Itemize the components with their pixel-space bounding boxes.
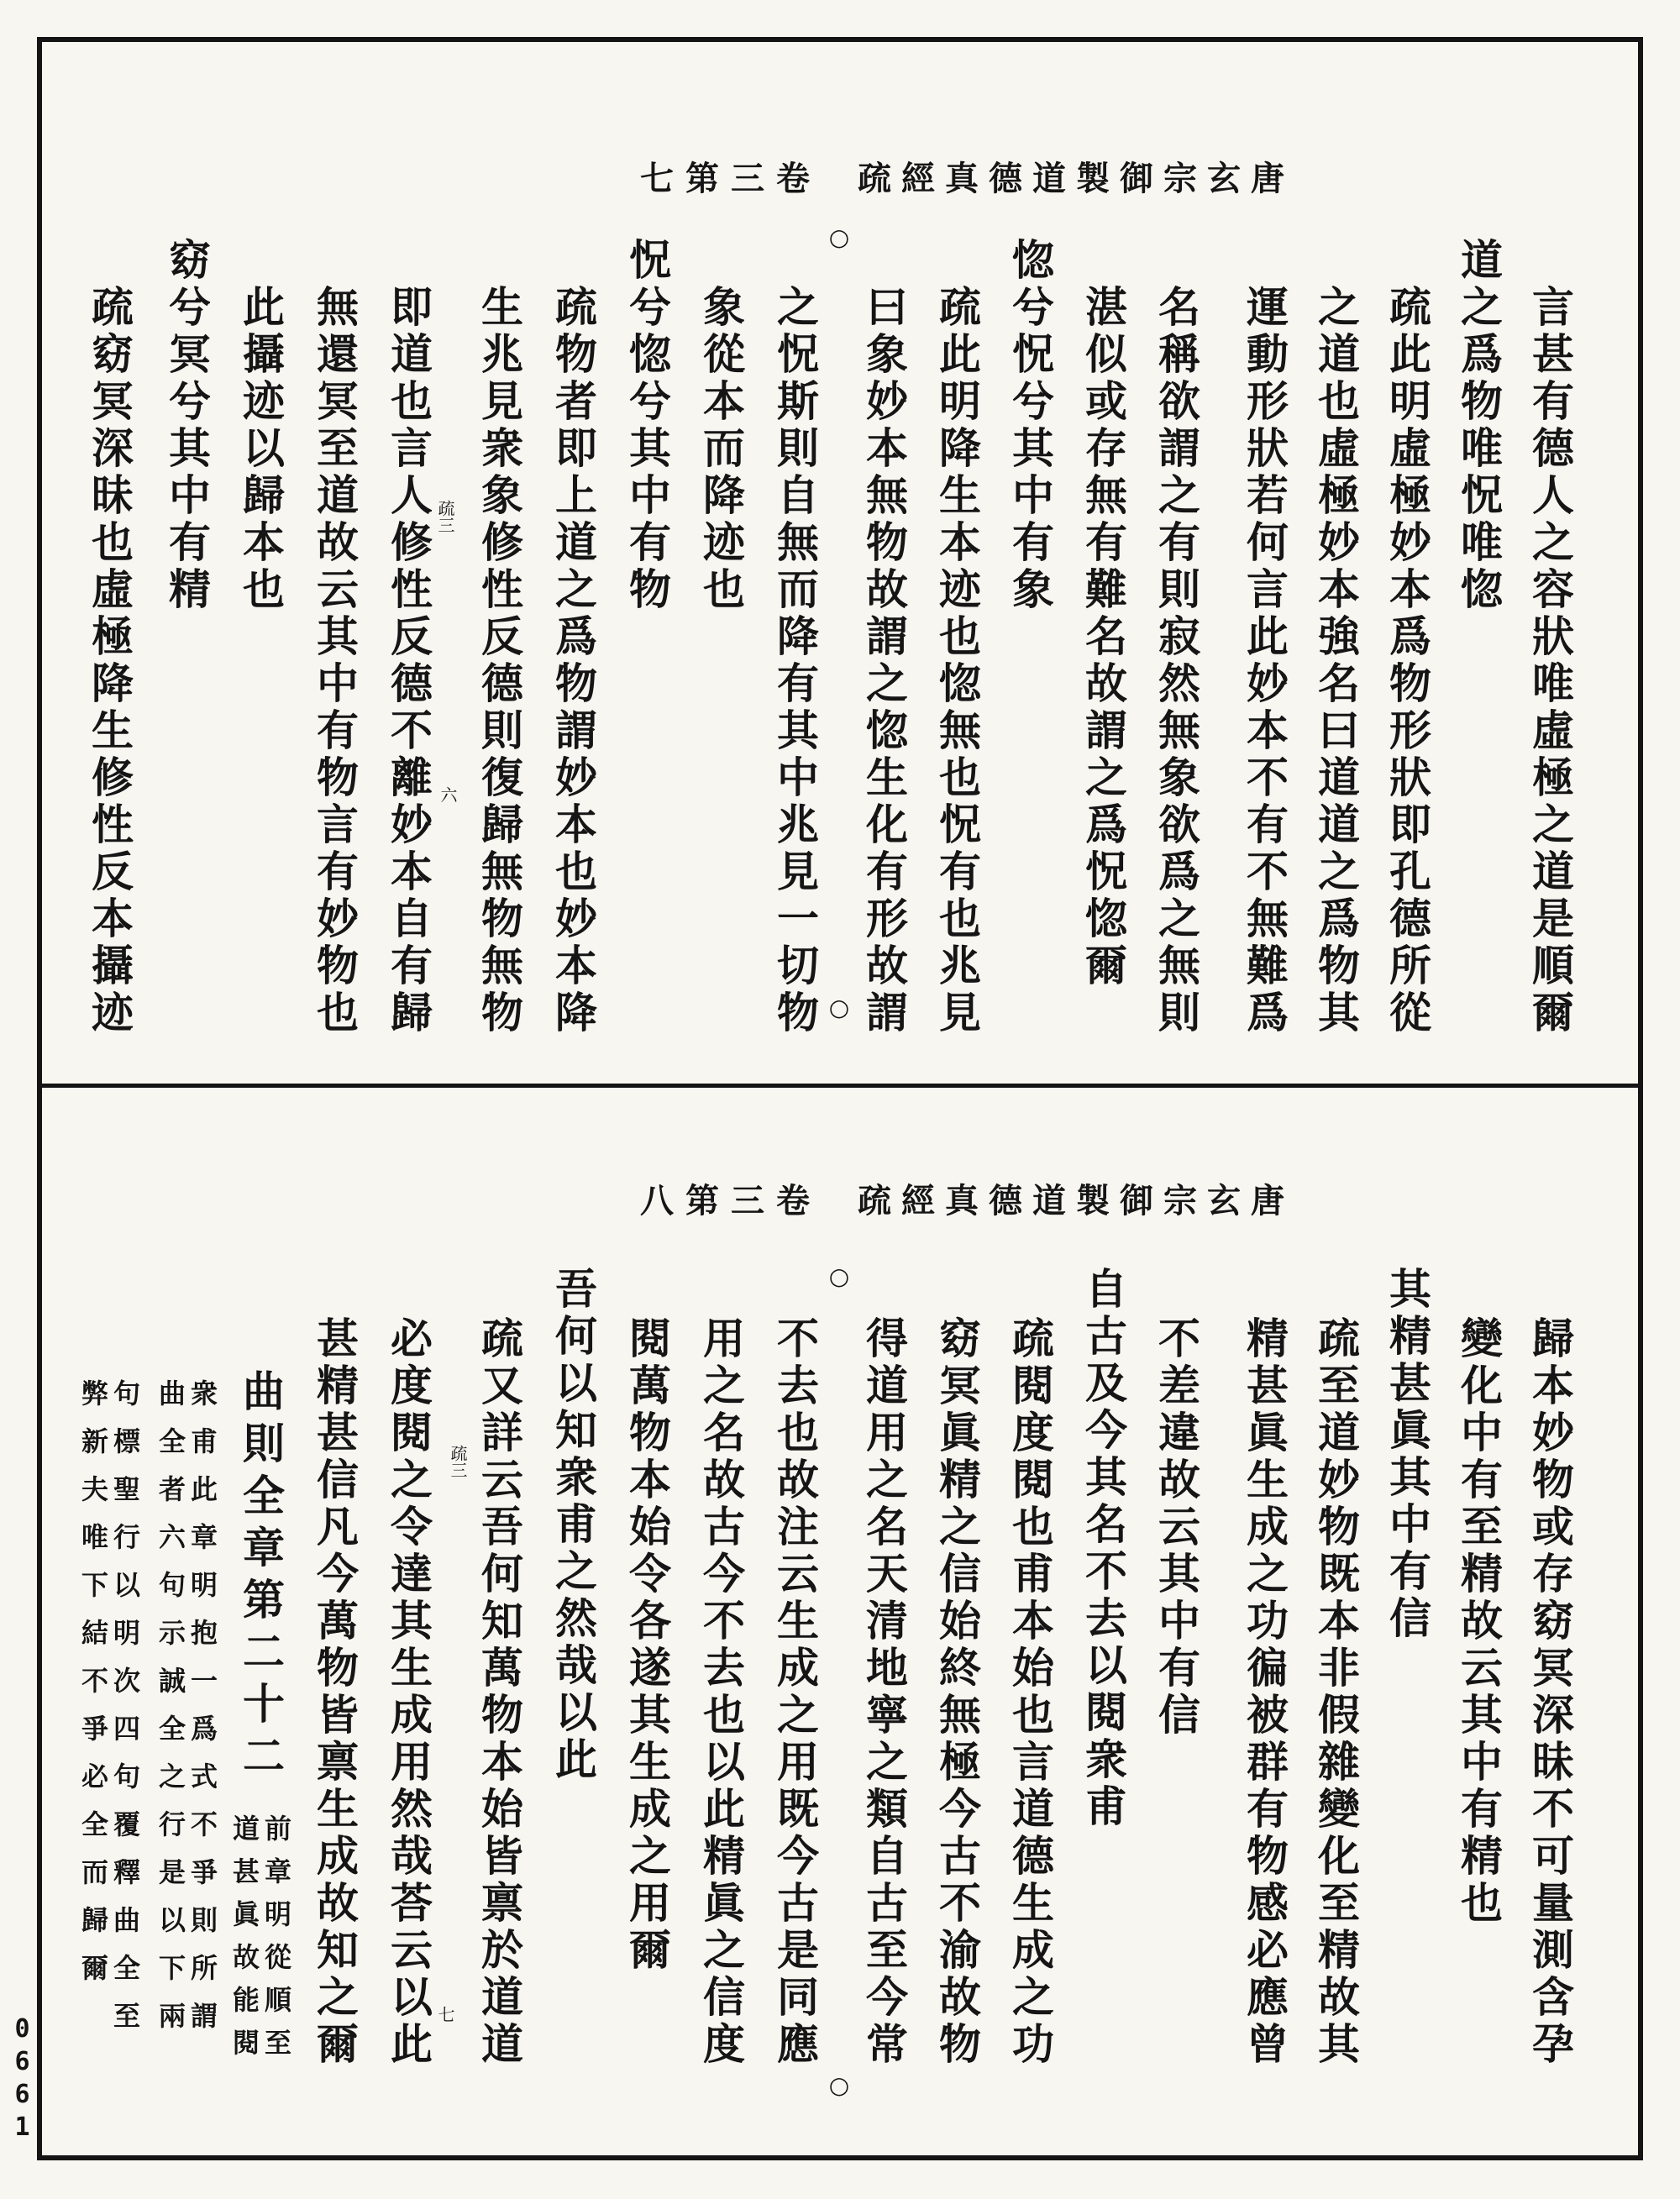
commentary-line: 歸本妙物或存窈冥深昧不可量測含孕	[1525, 1316, 1575, 2069]
commentary-line: 曰象妙本無物故謂之惚生化有形故謂	[859, 285, 909, 1037]
chapter-title: 曲則全章第二十二	[236, 1369, 286, 1786]
fold-circle-top: ○	[828, 1262, 850, 1290]
volume-folio: 卷三第七	[640, 159, 822, 198]
scripture-line: 惚兮怳兮其中有象	[1005, 238, 1055, 614]
running-title: 唐玄宗御製道德真經疏	[858, 1181, 1294, 1220]
fold-number: 七	[435, 2006, 455, 2023]
chapter-note-left: 道甚眞故能閱	[228, 1814, 260, 2071]
panel-divider	[37, 1084, 1643, 1088]
commentary-line: 即道也言人修性反德不離妙本自有歸	[384, 285, 433, 1037]
commentary-line: 疏又詳云吾何知萬物本始皆禀於道道	[475, 1316, 524, 2069]
fold-circle-bottom: ○	[828, 2071, 850, 2099]
commentary-line: 變化中有至精故云其中有精也	[1454, 1316, 1504, 1928]
commentary-line: 運動形狀若何言此妙本不有不無難爲	[1240, 285, 1289, 1037]
commentary-line: 得道用之名天清地寧之類自古至今常	[859, 1316, 909, 2069]
volume-folio: 卷三第八	[640, 1181, 822, 1220]
commentary-line: 湛似或存無有難名故謂之爲怳惚爾	[1079, 285, 1128, 990]
scripture-line: 其精甚眞其中有信	[1383, 1267, 1432, 1643]
fold-number: 六	[438, 786, 458, 803]
interlinear-note-right: 衆甫此章明抱一爲式不爭則所謂	[186, 1379, 218, 2049]
commentary-line: 疏至道妙物既本非假雜變化至精故其	[1311, 1316, 1361, 2069]
interlinear-note-left: 弊新夫唯下結不爭必全而歸爾	[77, 1379, 109, 2002]
commentary-line: 此攝迹以歸本也	[236, 285, 286, 614]
commentary-line: 不差違故云其中有信	[1152, 1316, 1201, 1740]
scripture-line: 自古及今其名不去以閱衆甫	[1079, 1267, 1128, 1831]
commentary-line: 不去也故注云生成之用既今古是同應	[770, 1316, 820, 2069]
scripture-line: 怳兮惚兮其中有物	[622, 238, 672, 614]
chapter-note-right: 前章明從順至	[260, 1814, 292, 2071]
commentary-line: 窈冥眞精之信始終無極今古不渝故物	[932, 1316, 982, 2069]
commentary-line: 閱萬物本始令各遂其生成之用爾	[622, 1316, 672, 1975]
commentary-line: 精甚眞生成之功徧被群有物感必應曾	[1240, 1316, 1289, 2069]
commentary-line: 言甚有德人之容狀唯虛極之道是順爾	[1525, 285, 1575, 1037]
commentary-line: 疏物者即上道之爲物謂妙本也妙本降	[549, 285, 598, 1037]
commentary-line: 用之名故古今不去也以此精眞之信度	[696, 1316, 746, 2069]
interlinear-note-right: 句標聖行以明次四句覆釋曲全至	[109, 1379, 141, 2049]
commentary-line: 疏此明虛極妙本爲物形狀即孔德所從	[1383, 285, 1432, 1037]
scripture-line: 吾何以知衆甫之然哉以此	[549, 1267, 598, 1784]
running-title: 唐玄宗御製道德真經疏	[858, 159, 1294, 198]
commentary-line: 生兆見衆象修性反德則復歸無物無物	[475, 285, 524, 1037]
commentary-line: 無還冥至道故云其中有物言有妙物也	[310, 285, 360, 1037]
commentary-line: 疏窈冥深昧也虛極降生修性反本攝迹	[85, 285, 134, 1037]
commentary-line: 甚精甚信凡今萬物皆禀生成故知之爾	[310, 1316, 360, 2069]
commentary-line: 必度閱之令達其生成用然哉荅云以此	[384, 1316, 433, 2069]
commentary-line: 之怳斯則自無而降有其中兆見一切物	[770, 285, 820, 1037]
page-number: 0661	[8, 2014, 37, 2145]
scripture-line: 道之爲物唯怳唯惚	[1454, 238, 1504, 614]
commentary-line: 疏閱度閱也甫本始也言道德生成之功	[1005, 1316, 1055, 2069]
scripture-line: 窈兮冥兮其中有精	[162, 238, 212, 614]
interlinear-note-left: 曲全者六句示誠全之行是以下兩	[155, 1379, 186, 2049]
fold-label: 疏三	[448, 1445, 468, 1478]
fold-circle-bottom: ○	[828, 994, 850, 1021]
fold-circle-top: ○	[828, 223, 850, 251]
commentary-line: 名稱欲謂之有則寂然無象欲爲之無則	[1152, 285, 1201, 1037]
commentary-line: 疏此明降生本迹也惚無也怳有也兆見	[932, 285, 982, 1037]
fold-label: 疏三	[435, 500, 455, 533]
commentary-line: 象從本而降迹也	[696, 285, 746, 614]
commentary-line: 之道也虛極妙本強名曰道道之爲物其	[1311, 285, 1361, 1037]
